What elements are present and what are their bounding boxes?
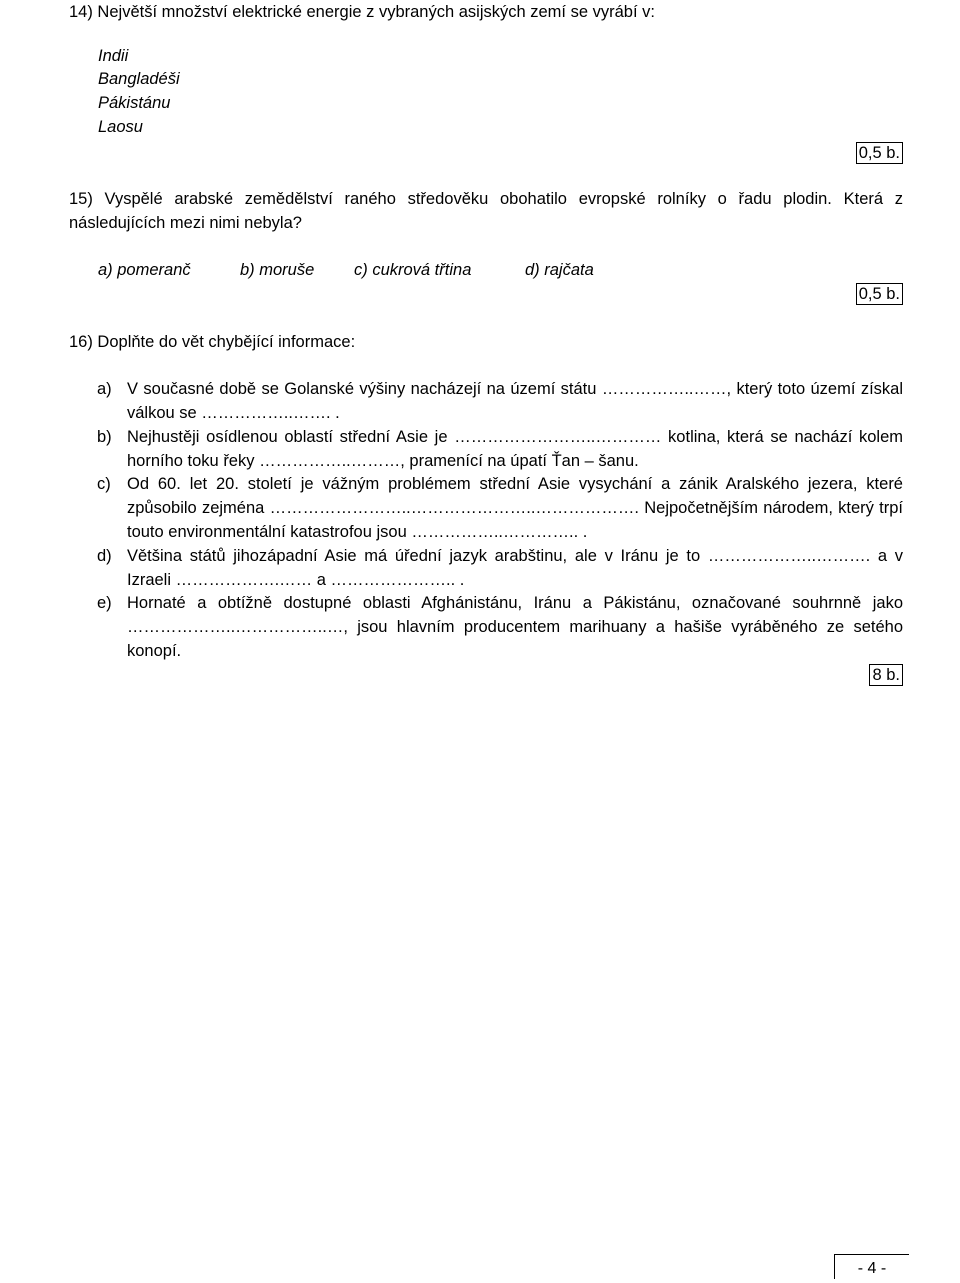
q14-points-box: 0,5 b.	[856, 142, 903, 164]
q16-item-d-text: Většina států jihozápadní Asie má úřední jazyk arabštinu, ale v Iránu je to ………………..………. a v Izraeli ……………….…… a ………………….. .	[127, 547, 903, 589]
question-14-title: 14) Největší množství elektrické energie z vybraných asijských zemí se vyrábí v:	[69, 3, 655, 21]
q16-item-e-text: Hornaté a obtížně dostupné oblasti Afghánistánu, Iránu a Pákistánu, označované souhrnně jako ………………..……………..…, jsou hlavním producentem marihuany a hašiše vyráběného ze setého konopí.	[127, 594, 903, 660]
q14-option-2: Bangladéši	[98, 70, 180, 88]
q16-item-b-text: Nejhustěji osídlenou oblastí střední Asie je ……………………..………… kotlina, která se nachází kolem horního toku řeky ……………..………, pramenící na úpatí Ťan – šanu.	[127, 428, 903, 470]
q15-choice-d: d) rajčata	[525, 261, 594, 279]
question-15-text: 15) Vyspělé arabské zemědělství raného středověku obohatilo evropské rolníky o řadu plodin. Která z následujících mezi nimi nebyla?	[69, 190, 903, 232]
q14-option-4: Laosu	[98, 118, 143, 136]
page-number: - 4 -	[834, 1254, 909, 1279]
q15-choice-b: b) moruše	[240, 261, 315, 279]
q15-points-box: 0,5 b.	[856, 283, 903, 305]
q16-item-c-text: Od 60. let 20. století je vážným problémem střední Asie vysychání a zánik Aralského jezera, které způsobilo zejména ……………………..…………………..………………. Nejpočetnějším národem, který trpí touto environmentální katastrofou jsou ……………..………….. .	[127, 475, 903, 541]
q16-points-box: 8 b.	[869, 664, 903, 686]
q15-choice-a: a) pomeranč	[98, 261, 191, 279]
q16-item-d-label: d)	[97, 547, 112, 565]
q16-item-a-text: V současné době se Golanské výšiny nacházejí na území státu ……………..……, který toto území získal válkou se ……………..……. .	[127, 380, 903, 422]
q14-option-3: Pákistánu	[98, 94, 171, 112]
q14-option-1: Indii	[98, 47, 129, 65]
question-16-title: 16) Doplňte do vět chybějící informace:	[69, 333, 356, 351]
q15-choice-c: c) cukrová třtina	[354, 261, 472, 279]
q16-item-c-label: c)	[97, 475, 111, 493]
q16-item-e-label: e)	[97, 594, 112, 612]
q16-item-a-label: a)	[97, 380, 112, 398]
q16-item-b-label: b)	[97, 428, 112, 446]
